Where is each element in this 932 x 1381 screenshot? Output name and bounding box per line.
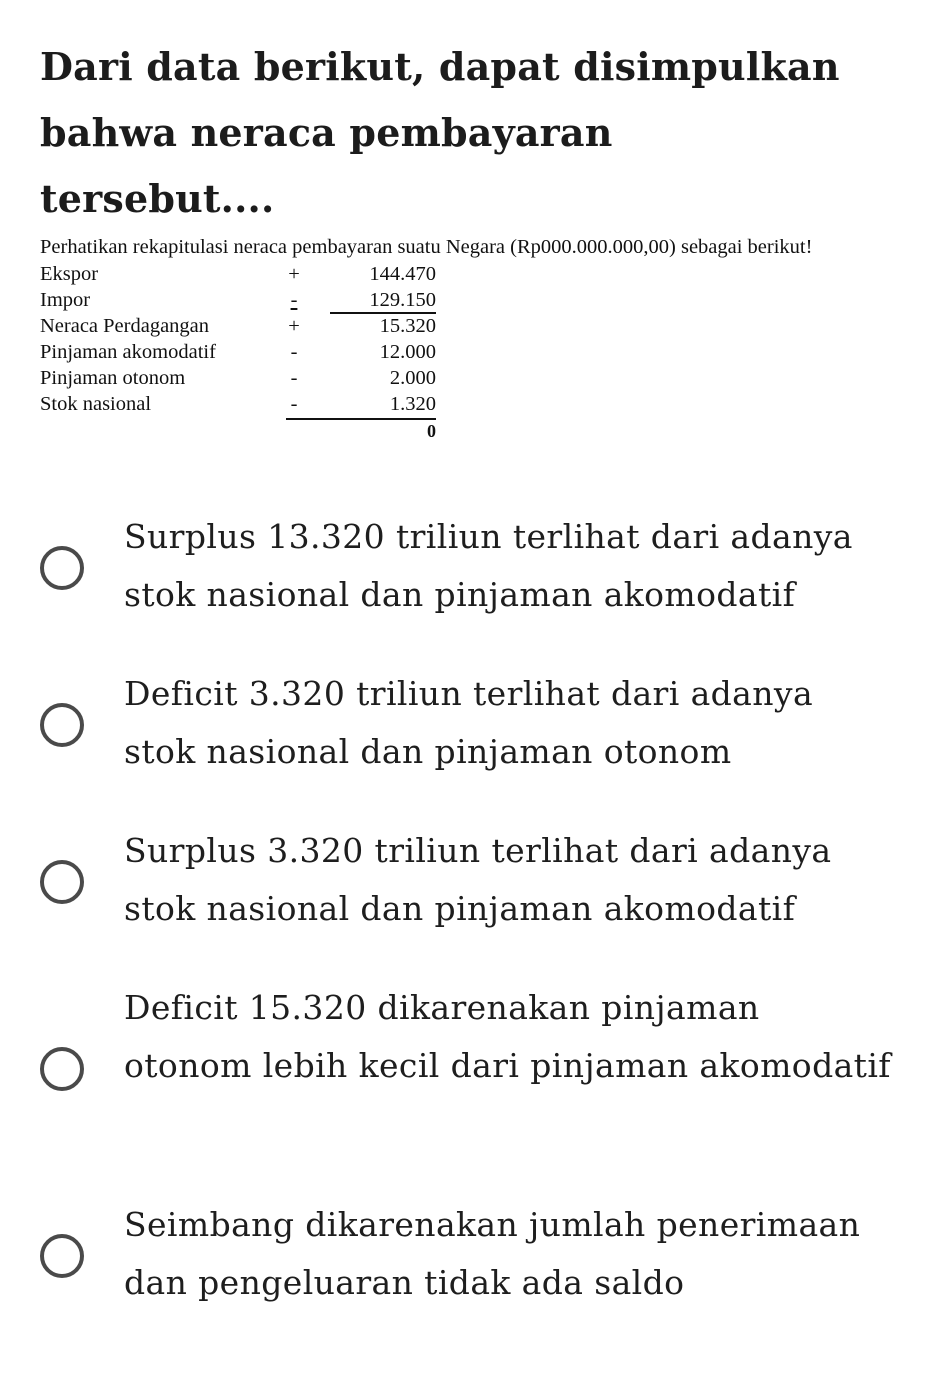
row-sign: -	[290, 289, 298, 311]
row-sign: -	[290, 341, 298, 363]
row-label: Pinjaman akomodatif	[40, 341, 216, 363]
option-label: Surplus 3.320 triliun terlihat dari adanya stok nasional dan pinjaman akomodatif	[124, 831, 832, 928]
option-label: Deficit 3.320 triliun terlihat dari adanya stok nasional dan pinjaman otonom	[124, 674, 814, 771]
table-total-row	[40, 421, 460, 447]
option-label: Surplus 13.320 triliun terlihat dari adanya stok nasional dan pinjaman akomodatif	[124, 517, 853, 614]
total-rule	[286, 418, 436, 420]
subtotal-rule	[330, 312, 436, 314]
table-row	[40, 367, 460, 393]
table-row	[40, 263, 460, 289]
passage-intro: Perhatikan rekapitulasi neraca pembayaran suatu Negara (Rp000.000.000,00) sebagai berikut!	[40, 236, 813, 258]
total-value: 0	[427, 421, 436, 441]
row-sign: +	[288, 263, 300, 285]
balance-of-payments-table	[40, 261, 460, 451]
table-row	[40, 315, 460, 341]
row-value: 2.000	[389, 367, 436, 389]
row-label: Impor	[40, 289, 91, 311]
table-row	[40, 341, 460, 367]
question-title: Dari data berikut, dapat disimpulkan bahwa neraca pembayaran tersebut....	[40, 44, 840, 221]
passage	[40, 234, 880, 451]
row-value: 15.320	[379, 315, 436, 337]
row-value: 144.470	[369, 263, 436, 285]
row-sign: -	[290, 393, 298, 415]
radio-button[interactable]	[40, 1047, 84, 1091]
option-label: Deficit 15.320 dikarenakan pinjaman otonom lebih kecil dari pinjaman akomodatif	[124, 988, 891, 1085]
row-value: 129.150	[369, 289, 436, 311]
row-label: Pinjaman otonom	[40, 367, 186, 389]
radio-button[interactable]	[40, 1234, 84, 1278]
table-row	[40, 393, 460, 419]
row-label: Ekspor	[40, 263, 99, 285]
row-label: Stok nasional	[40, 393, 152, 415]
radio-button[interactable]	[40, 546, 84, 590]
row-value: 12.000	[379, 341, 436, 363]
radio-button[interactable]	[40, 703, 84, 747]
radio-button[interactable]	[40, 860, 84, 904]
row-sign: -	[290, 367, 298, 389]
row-value: 1.320	[389, 393, 436, 415]
option-label: Seimbang dikarenakan jumlah penerimaan dan pengeluaran tidak ada saldo	[124, 1205, 861, 1302]
row-sign: +	[288, 315, 300, 337]
row-label: Neraca Perdagangan	[40, 315, 210, 337]
